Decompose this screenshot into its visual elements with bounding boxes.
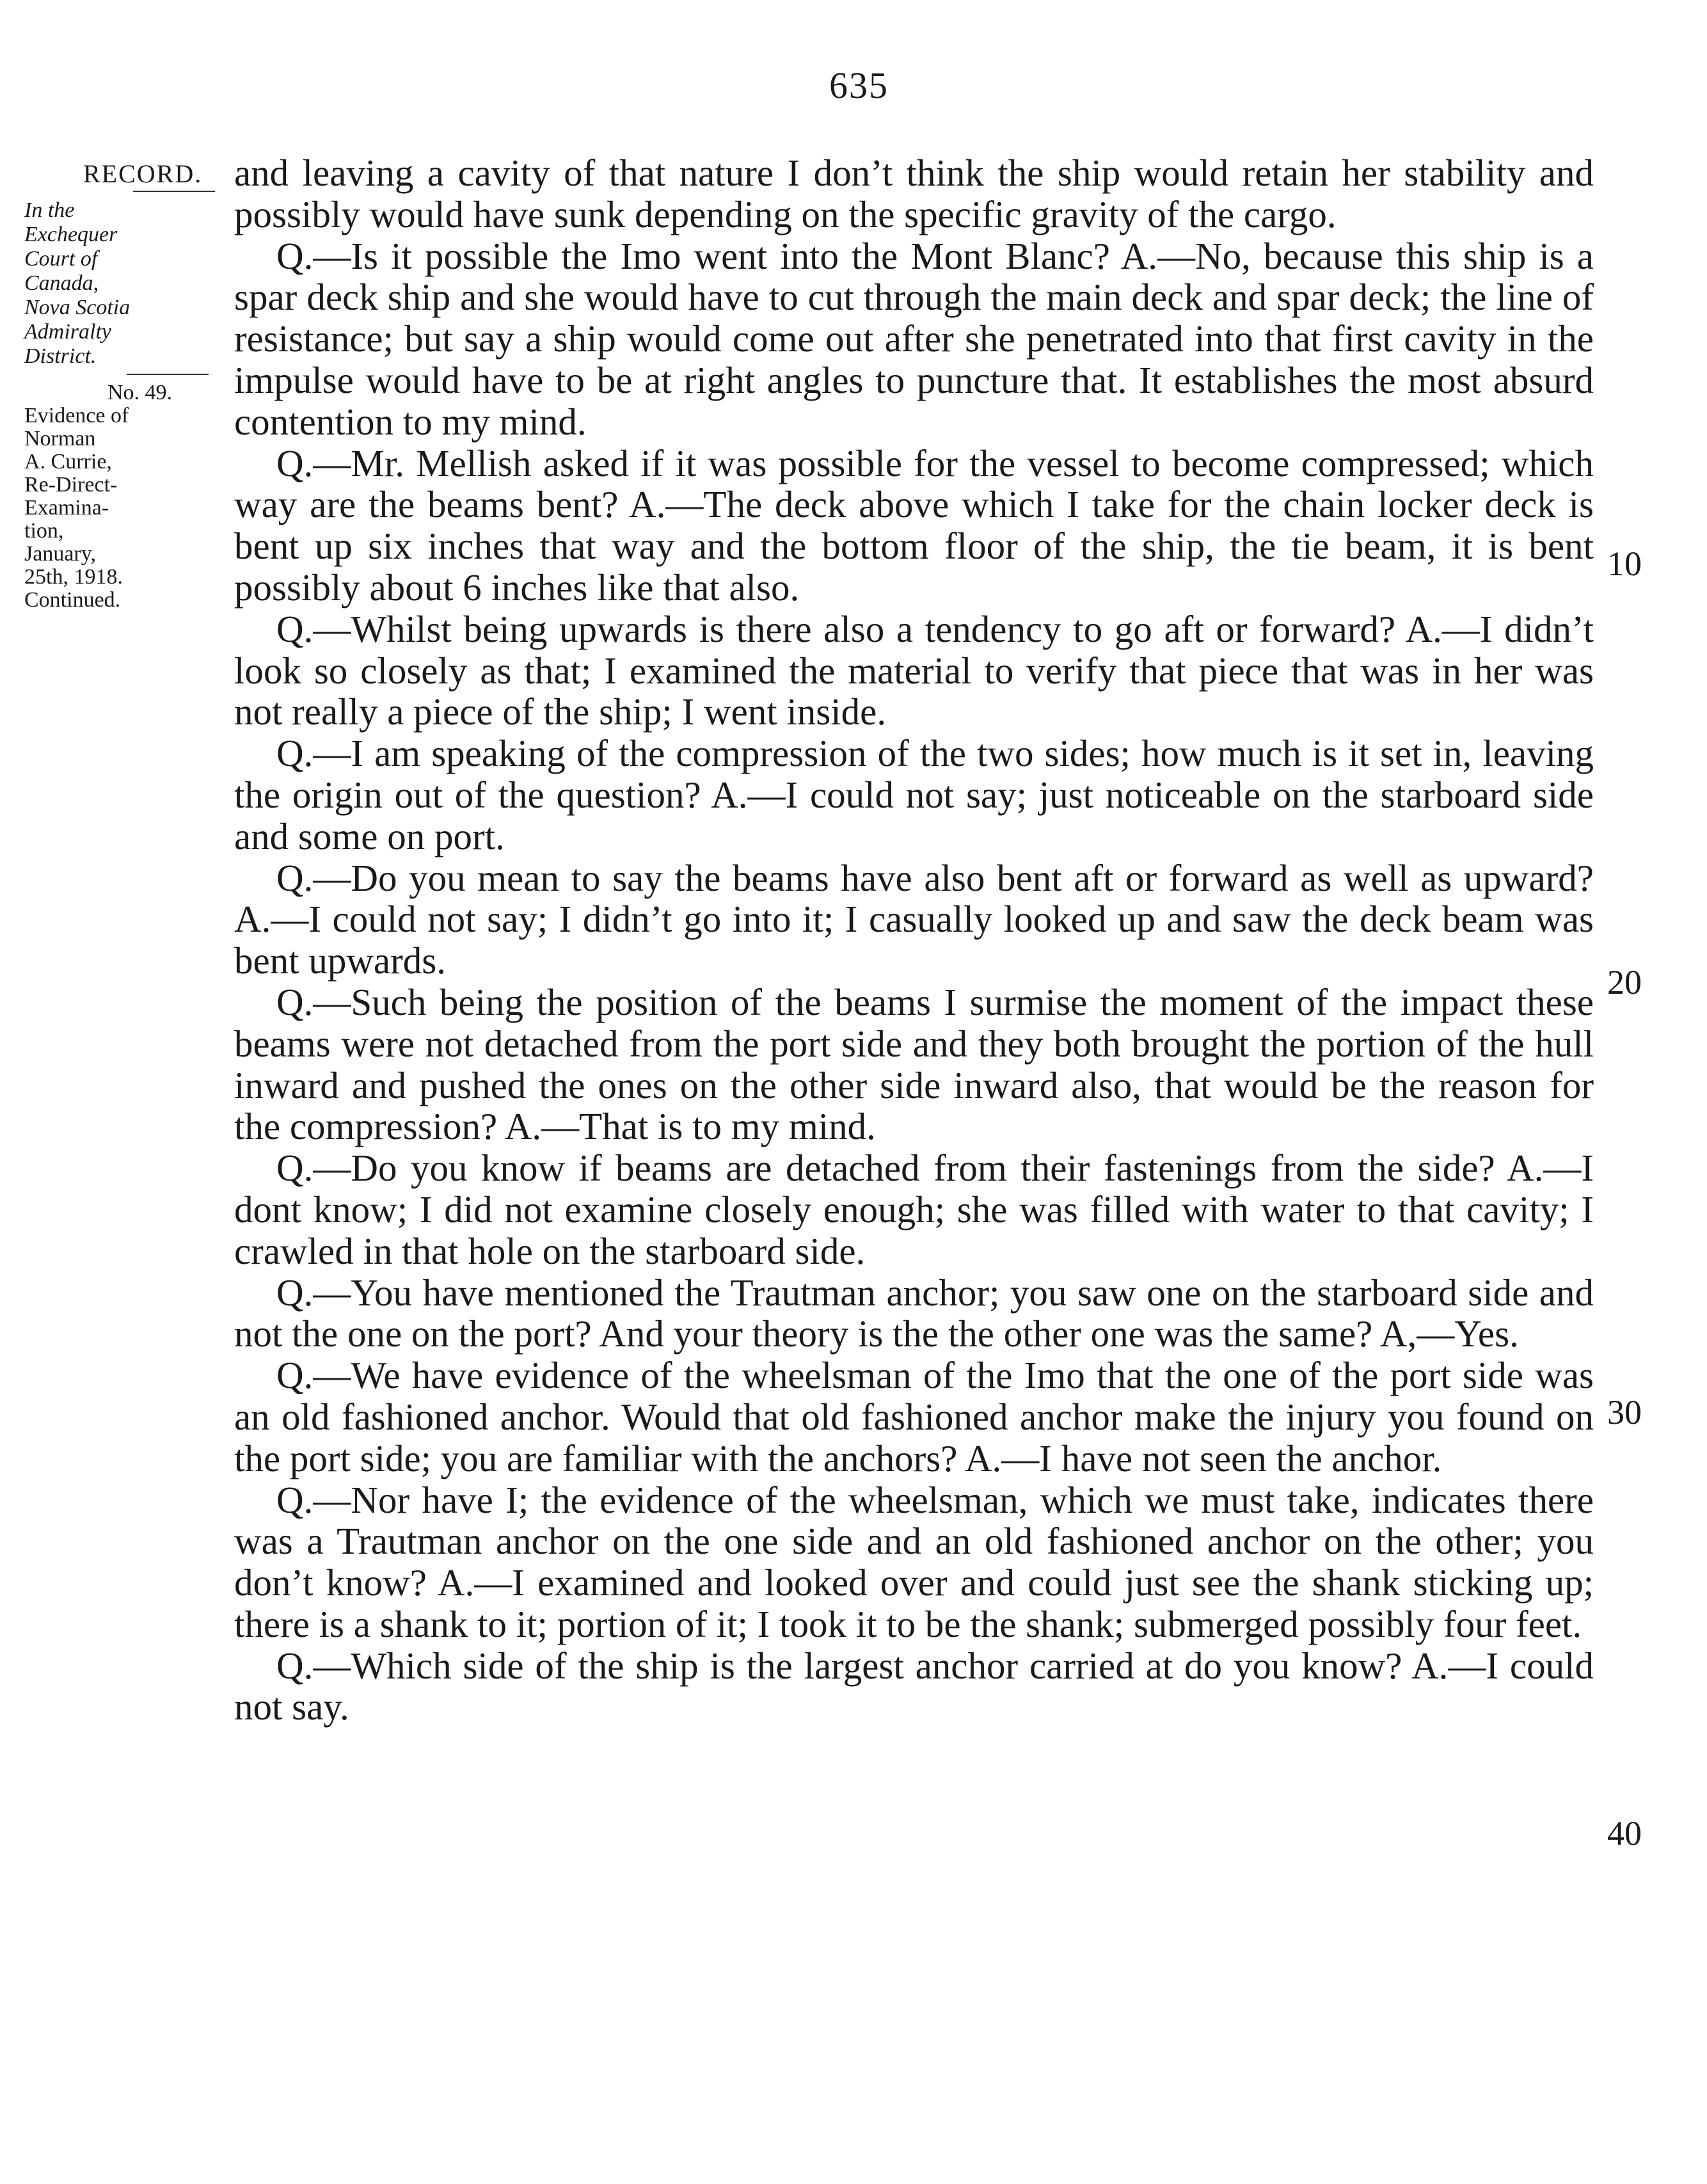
evidence-line: A. Currie, bbox=[24, 450, 112, 474]
record-label: RECORD. bbox=[83, 159, 203, 188]
paragraph: Q.—Nor have I; the evidence of the wheelsman, which we must take, indicates there was a Trautman anchor on the one side and an old fashioned anchor on the other; you don’t know? A.—I examined and looked over and could just see the shank sticking up; there is a shank to it; portion of it; I took it to be the shank; submerged possibly four feet. bbox=[234, 1478, 1594, 1645]
court-line: Court of bbox=[24, 247, 98, 271]
court-line: Canada, bbox=[24, 271, 99, 295]
evidence-line: January, bbox=[24, 542, 97, 566]
margin-note bbox=[12, 148, 229, 612]
page-number: 635 bbox=[829, 65, 889, 106]
line-number: 40 bbox=[1607, 1814, 1642, 1853]
court-line: District. bbox=[24, 344, 97, 368]
evidence-line: Continued. bbox=[24, 588, 121, 612]
court-line: In the bbox=[24, 198, 75, 222]
paragraph: Q.—Do you mean to say the beams have also bent aft or forward as well as upward? A.—I could not say; I didn’t go into it; I casually looked up and saw the deck beam was bent upwards. bbox=[234, 856, 1594, 982]
paragraph: Q.—We have evidence of the wheelsman of the Imo that the one of the port side was an old fashioned anchor. Would that old fashioned anchor make the injury you found on the port side; you are familiar with the anchors? A.—I have not seen the anchor. bbox=[234, 1354, 1594, 1479]
evidence-line: Norman bbox=[24, 427, 96, 450]
margin-rule bbox=[133, 191, 215, 192]
paragraph: Q.—Such being the position of the beams I surmise the moment of the impact these beams were not detached from the port side and they both brought the portion of the hull inward and pushed the ones on the other side inward also, that would be the reason for the compression? A.—That is to my mind. bbox=[234, 980, 1594, 1148]
court-line: Exchequer bbox=[24, 223, 118, 246]
paragraph: Q.—Do you know if beams are detached from their fastenings from the side? A.—I dont know; I did not examine closely enough; she was filled with water to that cavity; I crawled in that hole on the starboard side. bbox=[234, 1147, 1594, 1272]
evidence-heading bbox=[12, 381, 229, 612]
paragraph: Q.—Is it possible the Imo went into the Mont Blanc? A.—No, because this ship is a spar deck ship and she would have to cut through the main deck and spar deck; the line of resistance; but say a ship would come out after she penetrated into that first cavity in the impulse would have to be at right angles to puncture that. It establishes the most absurd contention to my mind. bbox=[234, 234, 1594, 443]
court-line: Nova Scotia bbox=[24, 296, 131, 319]
court-line: Admiralty bbox=[24, 320, 111, 344]
evidence-line: 25th, 1918. bbox=[24, 565, 123, 589]
margin-rule bbox=[127, 374, 209, 375]
paragraph: Q.—Whilst being upwards is there also a tendency to go aft or forward? A.—I didn’t look so closely as that; I examined the material to verify that piece that was in her was not really a piece of the ship; I went inside. bbox=[234, 607, 1594, 733]
evidence-number: No. 49. bbox=[107, 381, 173, 404]
evidence-line: tion, bbox=[24, 519, 64, 543]
paragraph: Q.—You have mentioned the Trautman anchor; you saw one on the starboard side and not the one on the port? And your theory is the the other one was the same? A,—Yes. bbox=[234, 1271, 1594, 1355]
line-number: 10 bbox=[1607, 545, 1642, 583]
paragraph: Q.—Mr. Mellish asked if it was possible for the vessel to become compressed; which way are the beams bent? A.—The deck above which I take for the chain locker deck is bent up six inches that way and the bottom floor of the ship, the tie beam, it is bent possibly about 6 inches like that also. bbox=[234, 442, 1594, 609]
evidence-line: Re-Direct- bbox=[24, 473, 118, 497]
paragraph: and leaving a cavity of that nature I don’t think the ship would retain her stability and possibly would have sunk depending on the specific gravity of the cargo. bbox=[234, 152, 1594, 235]
evidence-line: Evidence of bbox=[24, 404, 129, 427]
testimony-text bbox=[234, 152, 1594, 1728]
court-heading bbox=[12, 198, 229, 369]
paragraph: Q.—I am speaking of the compression of the two sides; how much is it set in, leaving the origin out of the question? A.—I could not say; just noticeable on the starboard side and some on port. bbox=[234, 732, 1594, 857]
line-number: 20 bbox=[1607, 963, 1642, 1001]
evidence-line: Examina- bbox=[24, 496, 109, 520]
line-number: 30 bbox=[1607, 1393, 1642, 1431]
paragraph: Q.—Which side of the ship is the largest anchor carried at do you know? A.—I could not say. bbox=[234, 1644, 1594, 1728]
